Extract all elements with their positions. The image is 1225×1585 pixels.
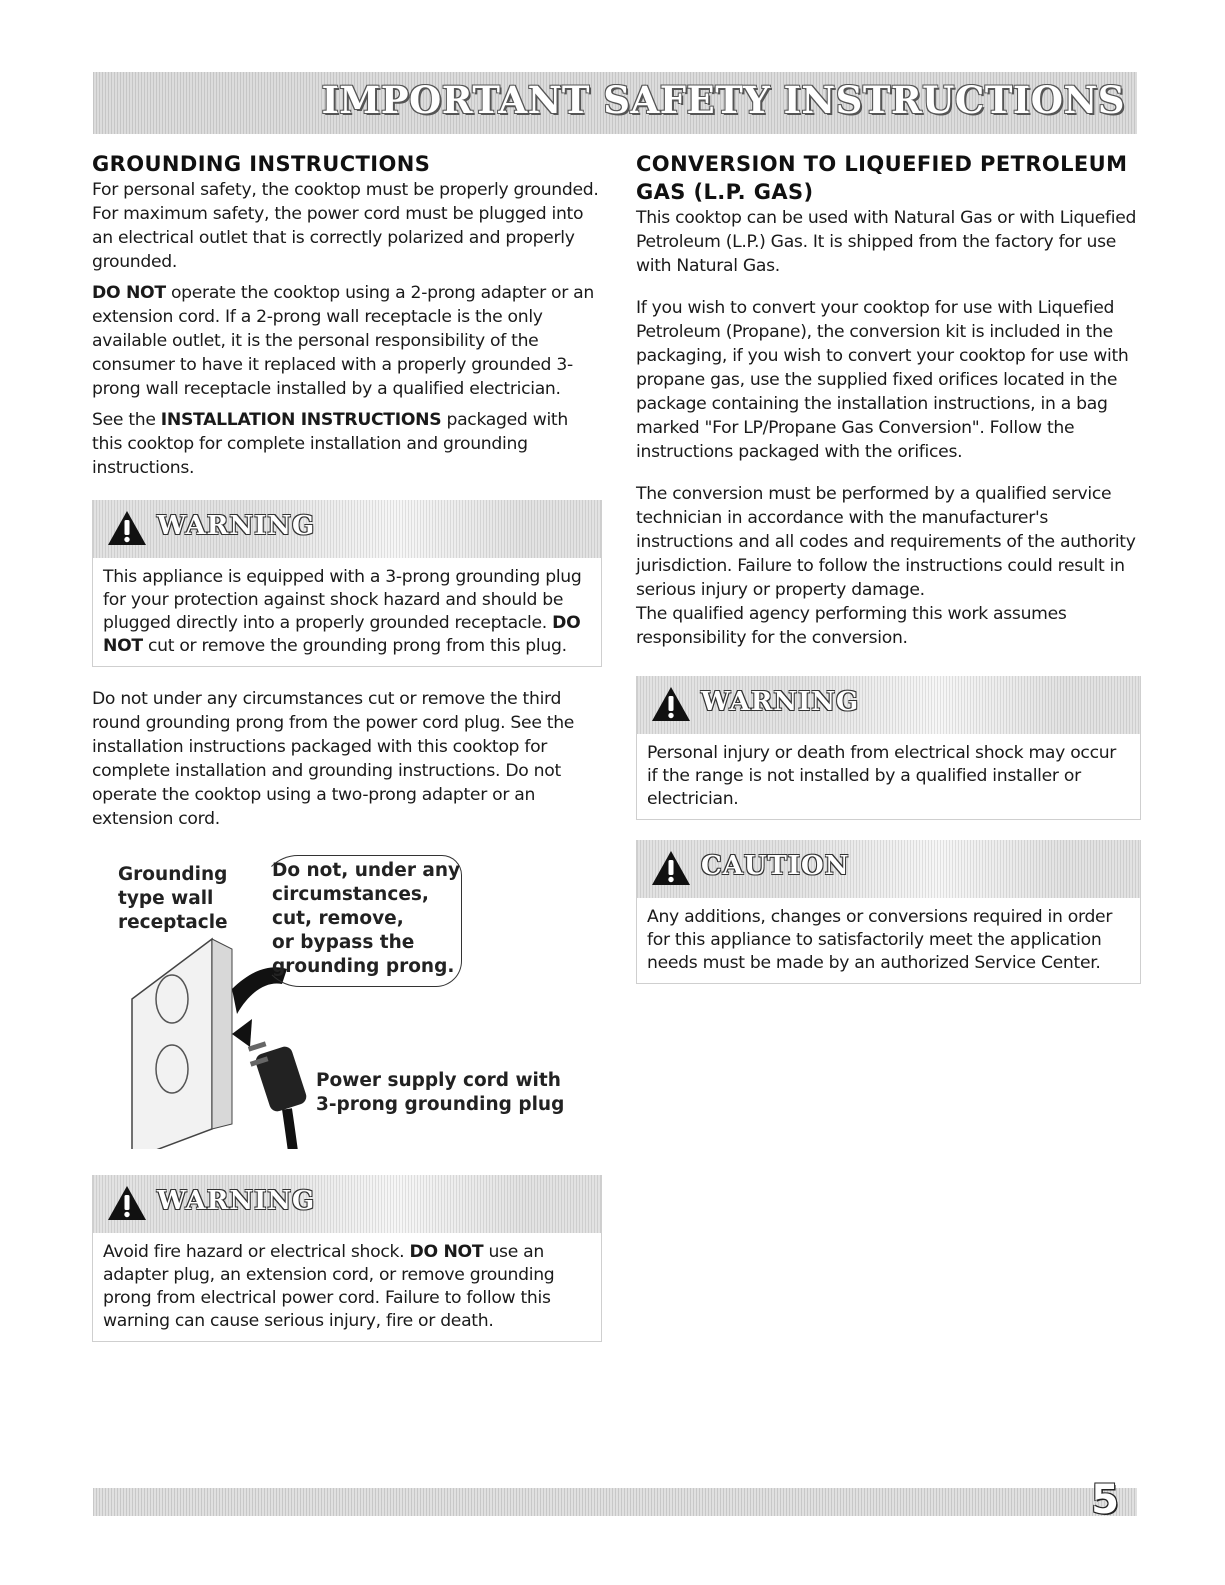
warning-label: WARNING [701,687,860,717]
conversion-paragraph-1: This cooktop can be used with Natural Gas or with Liquefied Petroleum (L.P.) Gas. It is shipped from the factory for use with Natural Gas. [636,208,1137,276]
plug-body-icon [254,1045,309,1114]
callout-text [272,859,460,979]
callout-line: or bypass the [272,932,415,953]
header-banner [93,72,1137,134]
cord-label-line: Power supply cord with [316,1070,561,1091]
conversion-paragraph-2: If you wish to convert your cooktop for use with Liquefied Petroleum (Propane), the conversion kit is included in the packaging, if you wish to convert your cooktop for use with propane gas, use the supplied fixed orifices located in the package containing the installation instructions, in a bag marked "For LP/Propane Gas Conversion". Follow the instructions packaged with the orifices. [636,298,1129,462]
power-cord-icon [287,1109,294,1149]
receptacle-label [118,863,228,935]
arrow-head-icon [232,1019,252,1047]
warning-header [93,500,601,558]
grounding-paragraph-1: For personal safety, the cooktop must be properly grounded. For maximum safety, the power cord must be plugged into an electrical outlet that is correctly polarized and properly grounded. [92,180,599,272]
page-title: IMPORTANT SAFETY INSTRUCTIONS [321,78,1125,122]
warning-text [93,1233,601,1341]
warning-text: Personal injury or death from electrical shock may occur if the range is not installed by a qualified installer or electrician. [647,743,1117,809]
conversion-heading [636,150,1141,206]
warning-triangle-icon [107,1185,147,1221]
do-not-emphasis: DO NOT [103,613,581,656]
grounding-paragraph-2-text: operate the cooktop using a 2-prong adapter or an extension cord. If a 2-prong wall receptacle is the only available outlet, it is the personal responsibility of the consumer to have it replaced with a properly grounded 3-prong wall receptacle installed by a qualified electrician. [92,283,594,399]
caution-text: Any additions, changes or conversions required in order for this appliance to satisfactorily meet the application needs must be made by an authorized Service Center. [647,907,1113,973]
installation-instructions-emphasis: INSTALLATION INSTRUCTIONS [160,410,442,430]
caution-box [636,840,1141,984]
warning-label: WARNING [157,511,316,541]
grounding-paragraph-2 [92,281,602,401]
warning-text-post: use an adapter plug, an extension cord, or remove grounding prong from electrical power cord. Failure to follow this warning can cause serious injury, fire or death. [103,1242,555,1331]
caution-label: CAUTION [701,851,850,881]
callout-line: circumstances, [272,884,429,905]
grounding-paragraph-3 [92,408,602,480]
warning-triangle-icon [651,850,691,886]
warning-text-post: cut or remove the grounding prong from this plug. [142,636,567,656]
right-column [636,150,1141,1004]
plug-prong-icon [248,1041,267,1051]
conversion-paragraph-3: The conversion must be performed by a qualified service technician in accordance with the manufacturer's instructions and all codes and requirements of the authority jurisdiction. Failure to follow the instructions could result in serious injury or property damage. [636,484,1136,600]
grounding-illustration [92,849,602,1149]
receptacle-label-line: receptacle [118,912,228,933]
warning-box-electrical-shock [636,676,1141,820]
callout-line: Do not, under any [272,860,461,881]
warning-header [93,1175,601,1233]
warning-box-grounding-plug [92,500,602,667]
warning-text [93,558,601,666]
warning-text-pre: This appliance is equipped with a 3-prong grounding plug for your protection against shock hazard and should be plugged directly into a properly grounded receptacle. [103,567,582,633]
do-not-emphasis: DO NOT [92,283,166,303]
receptacle-label-line: Grounding [118,864,228,885]
grounding-paragraph-4: Do not under any circumstances cut or remove the third round grounding prong from the power cord plug. See the installation instructions packaged with this cooktop for complete installation and grounding instructions. Do not operate the cooktop using a two-prong adapter or an extension cord. [92,689,575,829]
warning-header [637,676,1140,734]
caution-header [637,840,1140,898]
callout-line: cut, remove, [272,908,404,929]
receptacle-label-line: type wall [118,888,214,909]
cord-label [316,1069,564,1117]
conversion-heading-line-2: GAS (L.P. GAS) [636,180,814,204]
wall-plate-icon [132,939,212,1149]
callout-line: grounding prong. [272,956,455,977]
grounding-paragraph-3-post: packaged with this cooktop for complete installation and grounding instructions. [92,410,568,478]
warning-triangle-icon [651,686,691,722]
left-column [92,150,602,1362]
warning-text-pre: Avoid fire hazard or electrical shock. [103,1242,410,1262]
conversion-paragraph-4: The qualified agency performing this work assumes responsibility for the conversion. [636,604,1067,648]
cord-label-line: 3-prong grounding plug [316,1094,565,1115]
warning-triangle-icon [107,510,147,546]
warning-label: WARNING [157,1186,316,1216]
grounding-heading: GROUNDING INSTRUCTIONS [92,152,431,176]
warning-box-fire-hazard [92,1175,602,1342]
wall-plate-edge-icon [212,939,232,1129]
conversion-heading-line-1: CONVERSION TO LIQUEFIED PETROLEUM [636,152,1128,176]
do-not-emphasis: DO NOT [409,1242,484,1262]
grounding-paragraph-3-pre: See the [92,410,161,430]
page-number: 5 [1091,1477,1119,1523]
footer-strip [93,1477,1137,1523]
